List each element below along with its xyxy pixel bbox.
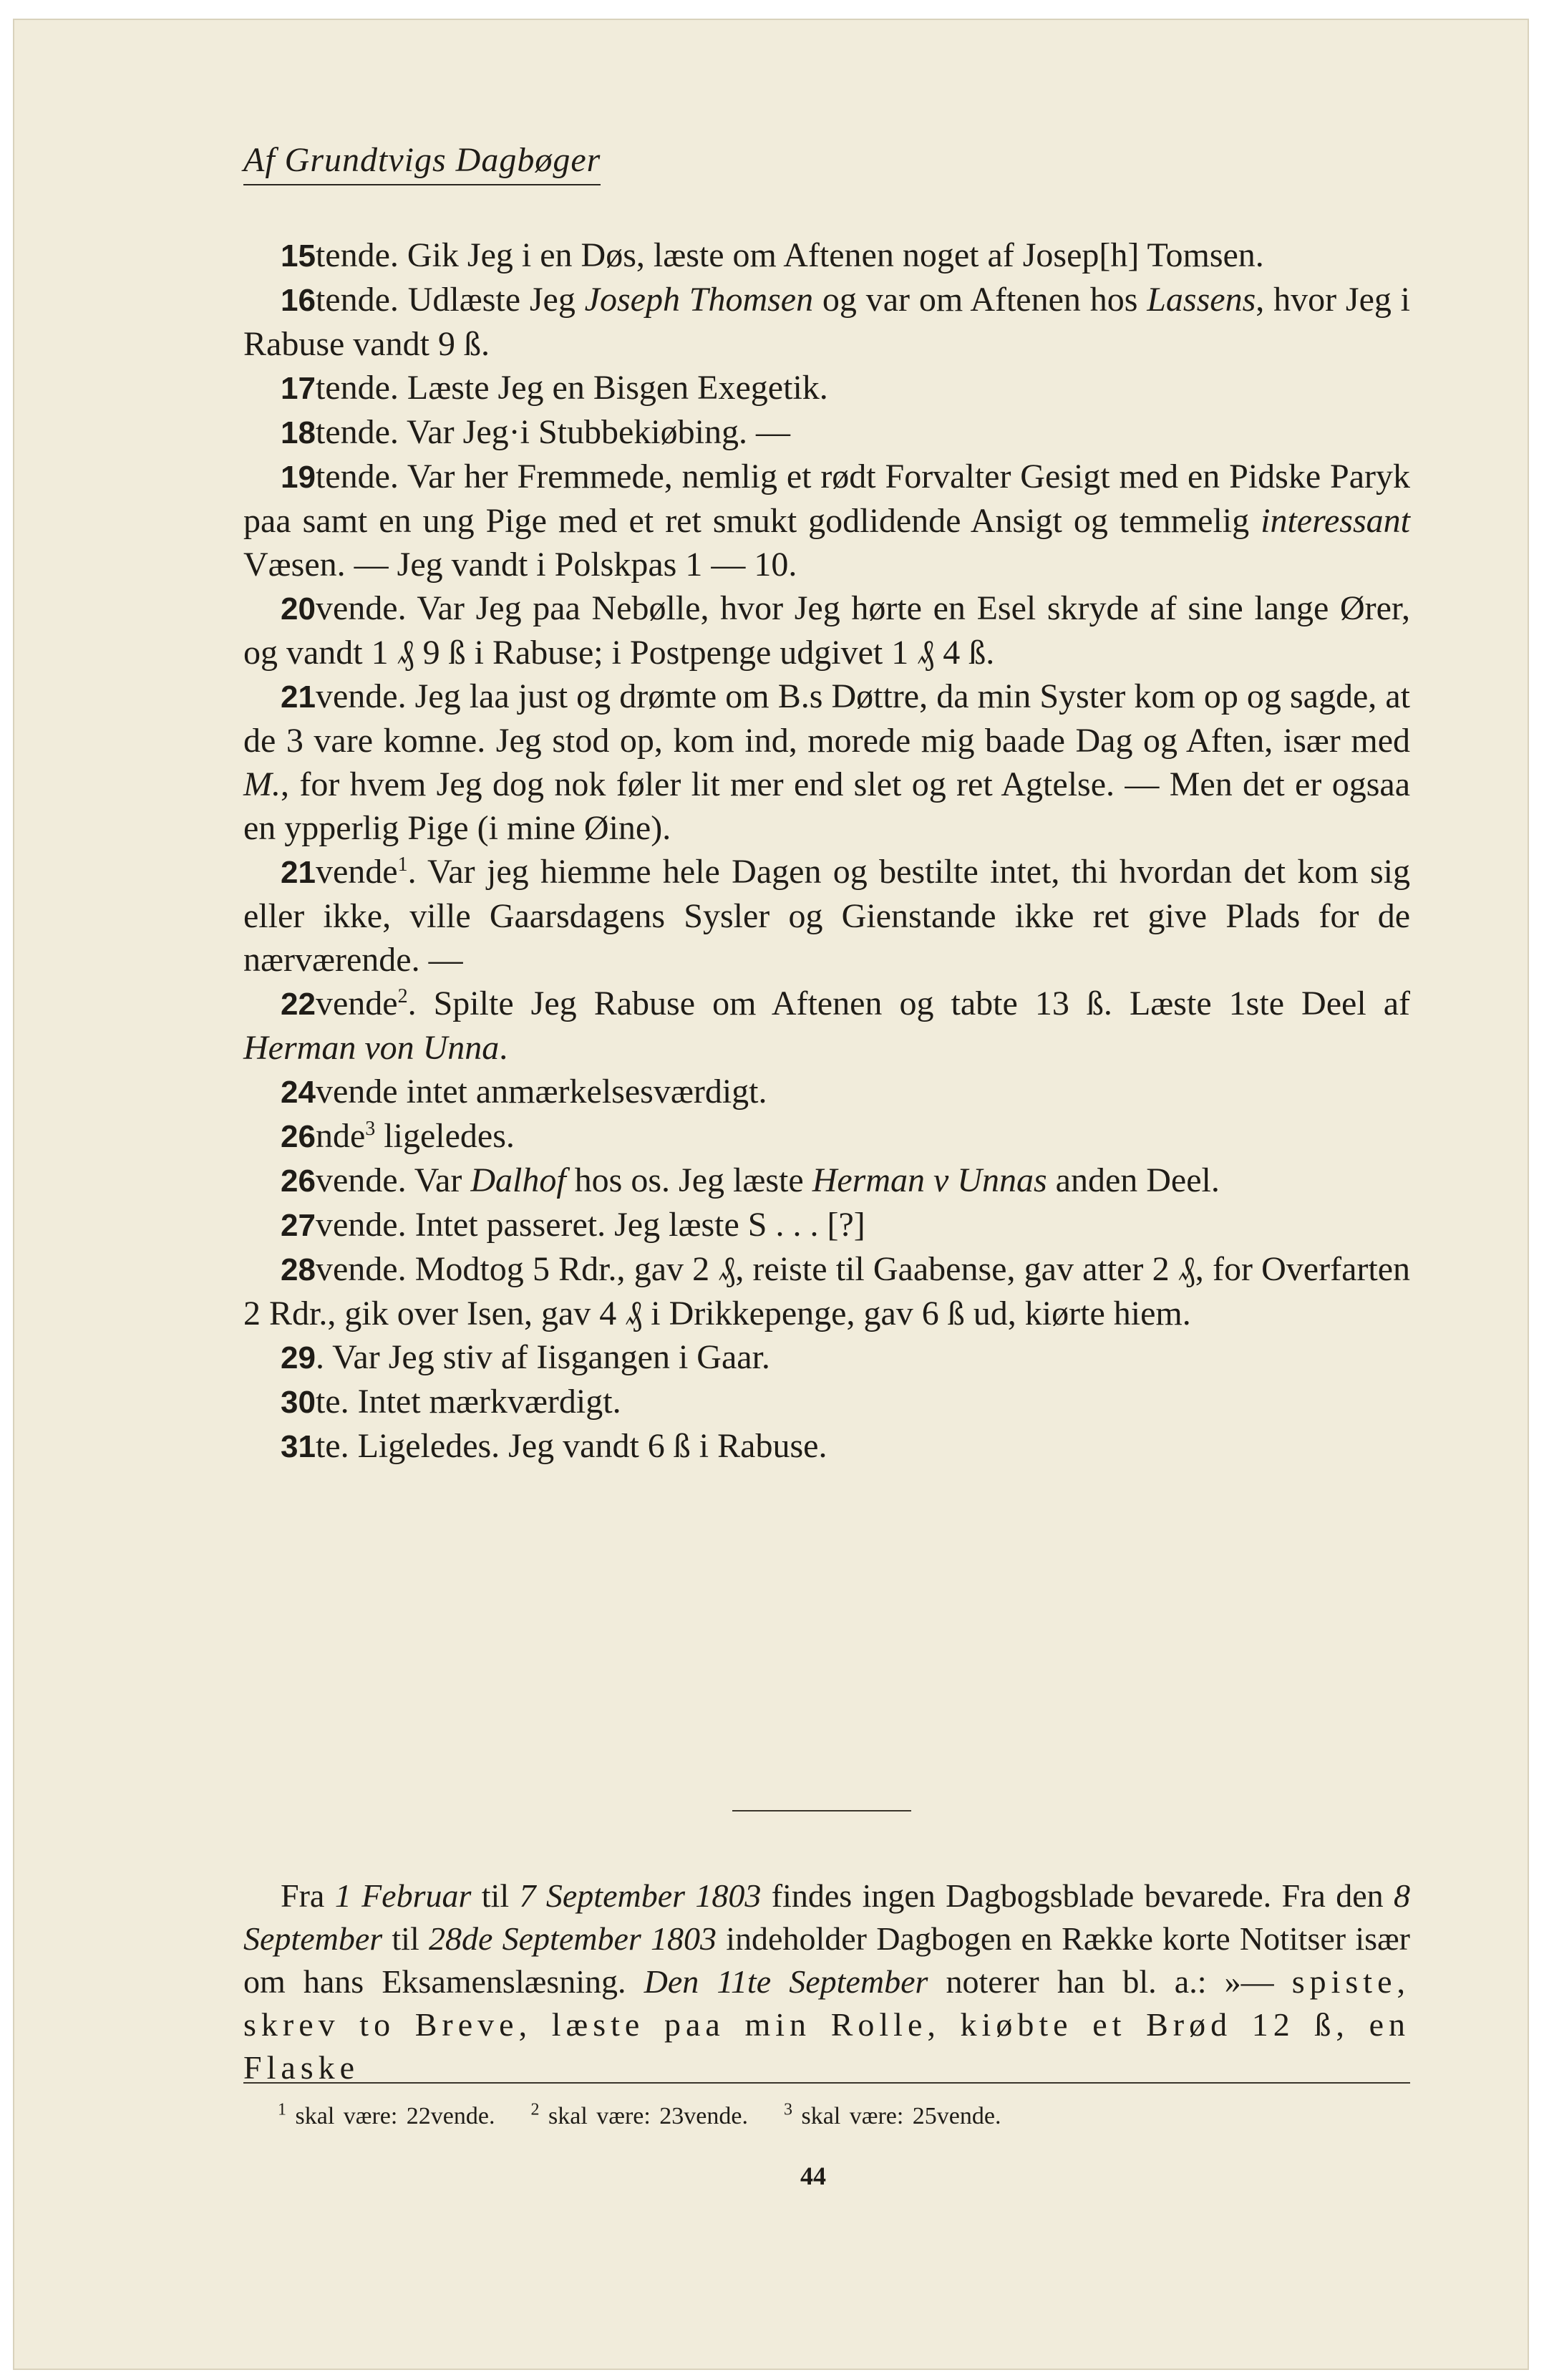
page <box>13 19 1529 2370</box>
day-number: 29 <box>281 1340 316 1375</box>
entry-text: vende. Intet passeret. Jeg læste S . . . [?] <box>315 1206 865 1244</box>
entry-text: vende. Var <box>315 1161 471 1199</box>
entry-italic: Lassens <box>1147 281 1256 319</box>
day-number: 19 <box>281 460 316 495</box>
entry-text: hos os. Jeg læste <box>565 1161 812 1199</box>
running-header: Af Grundtvigs Dagbøger <box>243 140 601 185</box>
section-divider <box>732 1810 911 1811</box>
entry-24 <box>243 1070 1410 1114</box>
footnote-text: skal være: 22vende. <box>295 2103 495 2129</box>
entry-text: vende. Var Jeg paa Nebølle, hvor Jeg hørte en Esel skryde af sine lange Ører, og vandt 1 ₰ 9 ß i Rabuse; i Postpenge udgivet 1 ₰ 4 ß. <box>243 589 1410 672</box>
day-number: 21 <box>281 679 316 715</box>
footnote-3 <box>784 2100 1001 2129</box>
day-number: 15 <box>281 238 316 274</box>
entry-text: og var om Aftenen hos <box>813 281 1147 319</box>
diary-entries <box>243 233 1410 1469</box>
entry-text: tende. Læste Jeg en Bisgen Exegetik. <box>315 369 828 407</box>
entry-text: ligeledes. <box>375 1117 515 1155</box>
entry-text: vende <box>315 853 398 891</box>
entry-text: vende intet anmærkelsesværdigt. <box>315 1073 767 1111</box>
entry-text: . Var Jeg stiv af Iisgangen i Gaar. <box>315 1338 770 1376</box>
entry-text: tende. Var Jeg·i Stubbekiøbing. — <box>315 413 790 451</box>
footnote-ref: 3 <box>365 1118 376 1140</box>
editorial-italic: 7 September 1803 <box>519 1877 762 1914</box>
editorial-text: Fra <box>281 1877 335 1914</box>
entry-text: Væsen. — Jeg vandt i Polskpas 1 — 10. <box>243 546 797 584</box>
entry-text: , for hvem Jeg dog nok føler lit mer end slet og ret Agtelse. — Men det er ogsaa en ypperlig Pige (i mine Øine). <box>243 765 1410 847</box>
footnote-ref: 1 <box>397 853 408 876</box>
entry-italic: Dalhof <box>470 1161 566 1199</box>
editorial-text: til <box>471 1877 520 1914</box>
footnote-divider <box>243 2082 1410 2084</box>
footnote-text: skal være: 25vende. <box>801 2103 1001 2129</box>
day-number: 21 <box>281 855 316 890</box>
editorial-note <box>243 1875 1410 2089</box>
day-number: 30 <box>281 1385 316 1420</box>
entry-18 <box>243 410 1410 455</box>
entry-italic: interessant <box>1261 502 1410 540</box>
entry-22 <box>243 982 1410 1070</box>
entry-text: vende. Modtog 5 Rdr., gav 2 ₰, reiste til Gaabense, gav atter 2 ₰, for Overfarten 2 Rdr., gik over Isen, gav 4 ₰ i Drikkepenge, gav 6 ß ud, kiørte hiem. <box>243 1250 1410 1332</box>
entry-text: tende. Udlæste Jeg <box>315 281 585 319</box>
entry-text: te. Ligeledes. Jeg vandt 6 ß i Rabuse. <box>315 1427 827 1465</box>
editorial-italic: 1 Februar <box>334 1877 472 1914</box>
day-number: 26 <box>281 1119 316 1154</box>
entry-17 <box>243 366 1410 410</box>
entry-26b <box>243 1158 1410 1203</box>
entry-text: vende <box>315 985 398 1022</box>
day-number: 18 <box>281 415 316 450</box>
entry-19 <box>243 455 1410 586</box>
entry-text: tende. Gik Jeg i en Døs, læste om Aftenen noget af Josep[h] Tomsen. <box>315 236 1264 274</box>
entry-text: . Var jeg hiemme hele Dagen og bestilte intet, thi hvordan det kom sig eller ikke, ville Gaarsdagens Sysler og Gienstande ikke ret give Plads for de nærværende. — <box>243 853 1410 979</box>
entry-16 <box>243 278 1410 366</box>
entry-italic: Herman v Unnas <box>812 1161 1047 1199</box>
editorial-text: til <box>382 1920 429 1957</box>
editorial-text: findes ingen Dagbogsblade bevarede. Fra den <box>761 1877 1394 1914</box>
entry-italic: M. <box>243 765 281 803</box>
entry-29 <box>243 1335 1410 1380</box>
entry-20 <box>243 586 1410 674</box>
editorial-italic: 8 September <box>243 1877 1411 1957</box>
entry-text: . <box>499 1029 508 1067</box>
entry-text: tende. Var her Fremmede, nemlig et rødt Forvalter Gesigt med en Pidske Paryk paa samt en ung Pige med et ret smukt godlidende Ansigt og temmelig <box>243 458 1410 540</box>
day-number: 16 <box>281 283 316 318</box>
entry-31 <box>243 1424 1410 1469</box>
entry-27 <box>243 1203 1410 1247</box>
entry-text: , hvor Jeg i Rabuse vandt 9 ß. <box>243 281 1411 363</box>
entry-28 <box>243 1247 1410 1335</box>
entry-21a <box>243 674 1410 850</box>
footnote-2 <box>530 2100 749 2129</box>
entry-text: . Spilte Jeg Rabuse om Aftenen og tabte 13 ß. Læste 1ste Deel af <box>407 985 1410 1022</box>
day-number: 22 <box>281 987 316 1022</box>
footnote-number: 1 <box>278 2100 286 2119</box>
footnote-number: 3 <box>784 2100 792 2119</box>
footnote-number: 2 <box>530 2100 540 2119</box>
day-number: 26 <box>281 1164 316 1199</box>
entry-italic: Herman von Unna <box>243 1029 500 1067</box>
footnote-1 <box>278 2100 495 2129</box>
footnote-ref: 2 <box>397 985 408 1007</box>
day-number: 24 <box>281 1075 316 1110</box>
entry-text: anden Deel. <box>1047 1161 1220 1199</box>
entry-30 <box>243 1380 1410 1424</box>
entry-italic: Joseph Thomsen <box>584 281 814 319</box>
entry-15 <box>243 233 1410 278</box>
entry-text: te. Intet mærkværdigt. <box>315 1383 621 1421</box>
page-number: 44 <box>800 2162 826 2190</box>
entry-21b <box>243 850 1410 982</box>
day-number: 17 <box>281 371 316 406</box>
footnotes <box>278 2101 1409 2132</box>
entry-26a <box>243 1114 1410 1158</box>
editorial-italic: 28de September 1803 <box>428 1920 717 1957</box>
day-number: 27 <box>281 1208 316 1243</box>
day-number: 28 <box>281 1252 316 1287</box>
entry-text: nde <box>315 1117 366 1155</box>
editorial-text: noterer han bl. a.: »— <box>928 1963 1292 2000</box>
editorial-text: indeholder Dagbogen en Række korte Notitser især om hans Eksamenslæsning. <box>243 1920 1411 2000</box>
editorial-italic: Den 11te September <box>644 1963 928 2000</box>
entry-text: vende. Jeg laa just og drømte om B.s Døttre, da min Syster kom op og sagde, at de 3 vare komne. Jeg stod op, kom ind, morede mig baade Dag og Aften, især med <box>243 677 1410 760</box>
day-number: 20 <box>281 591 316 627</box>
footnote-text: skal være: 23vende. <box>548 2103 748 2129</box>
diary-quote: spiste, skrev to Breve, læste paa min Rolle, kiøbte et Brød 12 ß, en Flaske <box>243 1963 1410 2086</box>
day-number: 31 <box>281 1429 316 1464</box>
